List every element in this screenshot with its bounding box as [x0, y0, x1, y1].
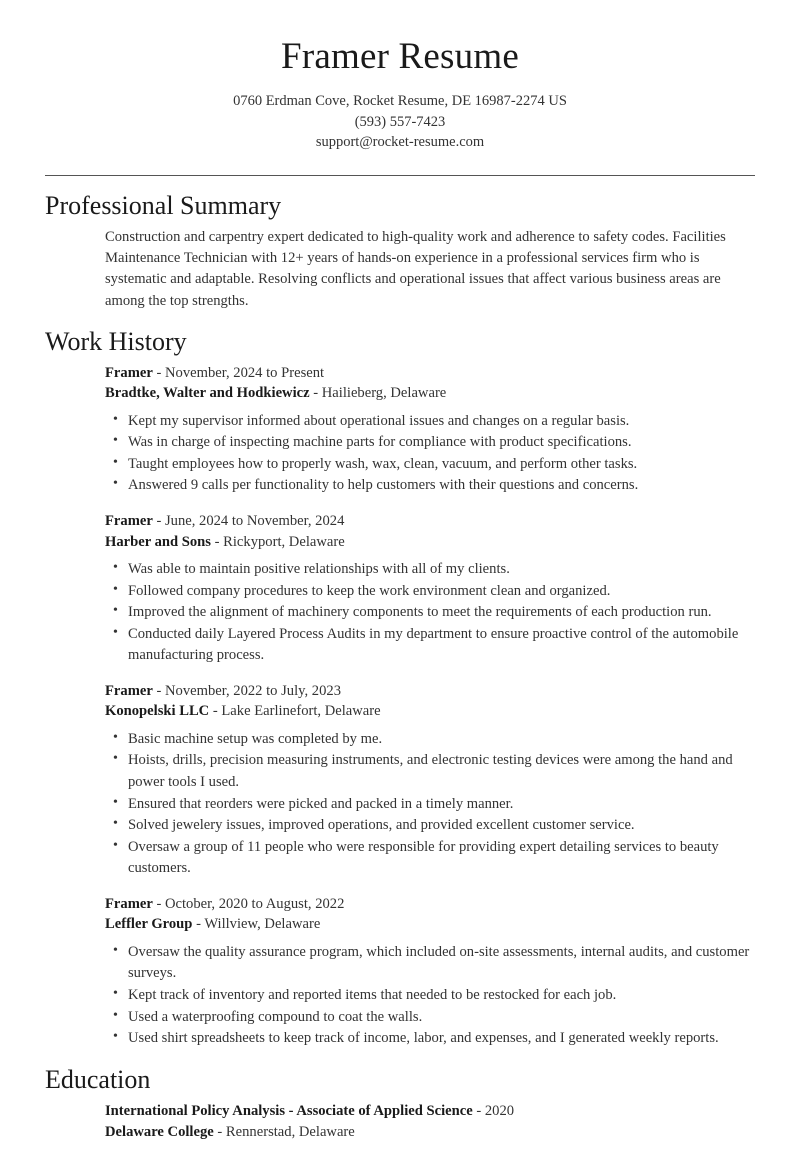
education-year: 2020	[484, 1102, 515, 1119]
job-bullet-list	[105, 942, 755, 1050]
education-program: International Policy Analysis - Associate of Applied Science	[105, 1102, 473, 1119]
job-company: Harber and Sons	[105, 533, 211, 550]
contact-address: 0760 Erdman Cove, Rocket Resume, DE 16987-2274 US	[233, 93, 567, 110]
education-school-line	[105, 1122, 755, 1143]
job-bullet: • Kept track of inventory and reported items that needed to be restocked for each job.	[105, 985, 755, 1007]
job-location: Hailieberg, Delaware	[321, 385, 447, 402]
job-bullet-list	[105, 729, 755, 880]
work-history-entry	[105, 363, 755, 497]
section-heading-education: Education	[45, 1064, 151, 1094]
job-company-line	[105, 701, 755, 721]
job-company: Konopelski LLC	[105, 703, 210, 720]
job-bullet: • Taught employees how to properly wash, wax, clean, vacuum, and perform other tasks.	[105, 454, 755, 476]
job-bullet-list	[105, 411, 755, 497]
contact-email: support@rocket-resume.com	[315, 134, 485, 151]
job-bullet: • Answered 9 calls per functionality to help customers with their questions and concerns.	[105, 475, 755, 497]
job-bullet: • Conducted daily Layered Process Audits in my department to ensure proactive control of the automobile manufacturing process.	[105, 624, 755, 667]
job-dates: November, 2024 to Present	[164, 364, 325, 381]
job-dates: November, 2022 to July, 2023	[164, 682, 341, 699]
job-dates: October, 2020 to August, 2022	[164, 895, 345, 912]
school-separator: -	[213, 1123, 226, 1140]
work-history-entry	[105, 894, 755, 1050]
professional-summary-text: Construction and carpentry expert dedicated to high-quality work and adherence to safety codes. Facilities Maintenance Technician with 12+ years of hands-on experience in a professional services firm who is systematic and adaptable. Resolving conflicts and operational issues that affect various business areas are among the top strengths.	[105, 229, 726, 309]
education-program-line	[105, 1101, 755, 1122]
job-bullet: • Basic machine setup was completed by me.	[105, 729, 755, 751]
job-title: Framer	[105, 895, 153, 912]
section-work-history	[45, 326, 755, 1050]
contact-phone: (593) 557-7423	[354, 113, 446, 130]
section-heading-professional-summary: Professional Summary	[45, 190, 282, 220]
job-bullet: • Oversaw the quality assurance program, which included on-site assessments, internal audits, and customer surveys.	[105, 942, 755, 985]
job-location: Rickyport, Delaware	[223, 533, 345, 550]
job-company-line	[105, 532, 755, 552]
section-education	[45, 1064, 755, 1143]
job-location: Lake Earlinefort, Delaware	[221, 703, 381, 720]
job-title: Framer	[105, 513, 153, 530]
job-bullet: • Hoists, drills, precision measuring instruments, and electronic testing devices were among the hand and power tools I used.	[105, 750, 755, 793]
job-title-line	[105, 894, 755, 914]
education-location: Rennerstad, Delaware	[225, 1123, 355, 1140]
company-separator: -	[309, 385, 322, 402]
work-history-entry	[105, 511, 755, 667]
job-bullet: • Followed company procedures to keep the work environment clean and organized.	[105, 581, 755, 603]
education-school: Delaware College	[105, 1123, 214, 1140]
job-company: Bradtke, Walter and Hodkiewicz	[105, 385, 310, 402]
job-bullet: • Solved jewelery issues, improved operations, and provided excellent customer service.	[105, 815, 755, 837]
job-bullet-list	[105, 559, 755, 667]
job-location: Willview, Delaware	[204, 916, 321, 933]
job-company-line	[105, 383, 755, 403]
job-bullet: • Was in charge of inspecting machine parts for compliance with product specifications.	[105, 432, 755, 454]
job-bullet: • Used shirt spreadsheets to keep track of income, labor, and expenses, and I generated weekly reports.	[105, 1028, 755, 1050]
job-bullet: • Was able to maintain positive relationships with all of my clients.	[105, 559, 755, 581]
job-title-line	[105, 511, 755, 531]
company-separator: -	[209, 703, 222, 720]
education-entry	[105, 1101, 755, 1142]
job-company-line	[105, 914, 755, 934]
job-dates: June, 2024 to November, 2024	[164, 513, 345, 530]
page-title: Framer Resume	[281, 36, 519, 77]
work-history-entry	[105, 681, 755, 880]
section-professional-summary	[45, 190, 755, 312]
job-separator: -	[152, 364, 165, 381]
job-title-line	[105, 363, 755, 383]
job-bullet: • Improved the alignment of machinery components to meet the requirements of each production run.	[105, 602, 755, 624]
professional-summary-body	[45, 227, 755, 312]
job-separator: -	[152, 682, 165, 699]
work-history-body	[45, 363, 755, 1050]
education-body	[45, 1101, 755, 1142]
job-title-line	[105, 681, 755, 701]
job-bullet: • Kept my supervisor informed about operational issues and changes on a regular basis.	[105, 411, 755, 433]
resume-header	[45, 34, 755, 163]
company-separator: -	[210, 533, 224, 550]
company-separator: -	[192, 916, 205, 933]
education-separator: -	[472, 1102, 485, 1119]
job-separator: -	[152, 895, 165, 912]
header-divider	[45, 175, 755, 176]
job-bullet: • Ensured that reorders were picked and packed in a timely manner.	[105, 794, 755, 816]
job-bullet: • Used a waterproofing compound to coat the walls.	[105, 1007, 755, 1029]
job-bullet: • Oversaw a group of 11 people who were responsible for providing expert detailing services to beauty customers.	[105, 837, 755, 880]
section-heading-work-history: Work History	[45, 326, 187, 356]
job-company: Leffler Group	[105, 916, 193, 933]
job-title: Framer	[105, 364, 153, 381]
job-title: Framer	[105, 682, 153, 699]
job-separator: -	[152, 513, 165, 530]
